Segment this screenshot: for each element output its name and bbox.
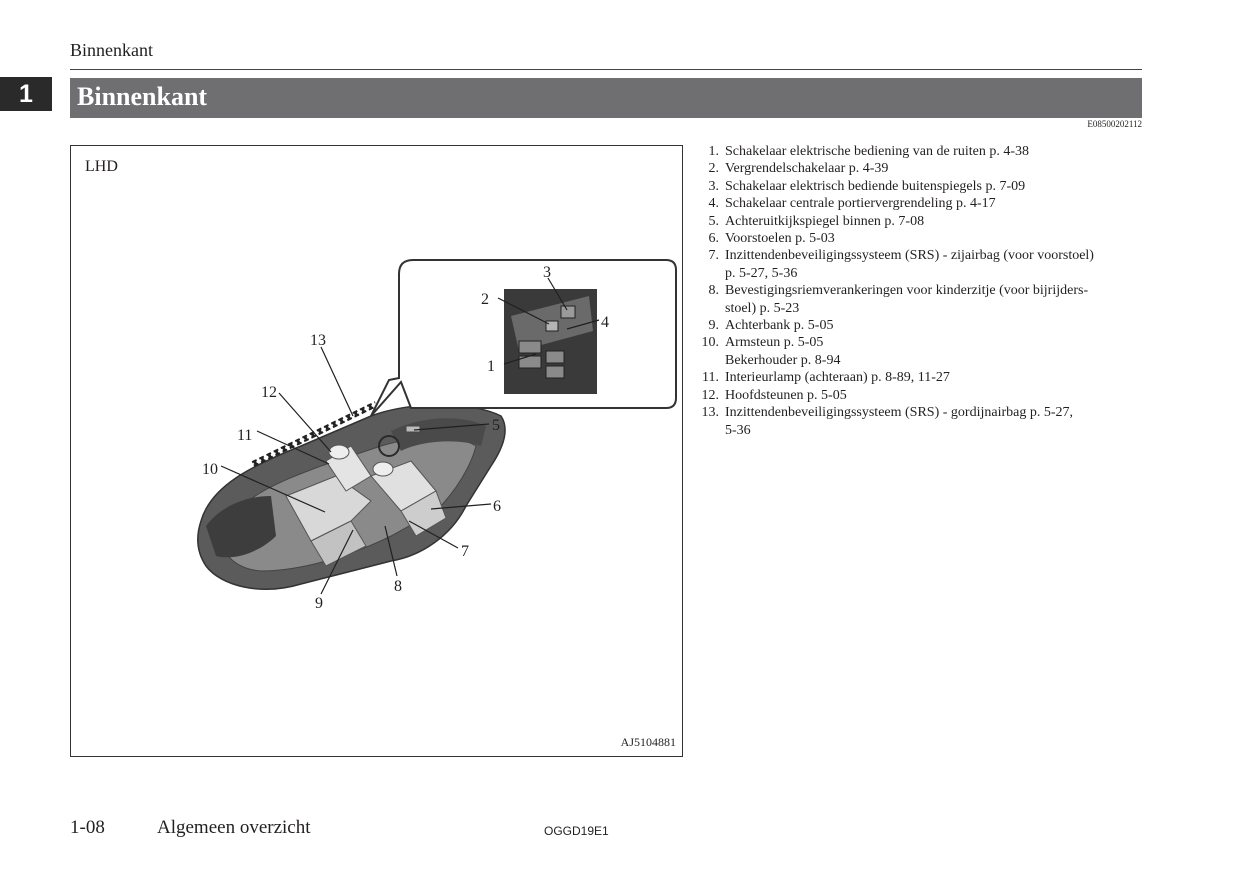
legend-text: Inzittendenbeveiligingssysteem (SRS) - gordijnairbag p. 5-27, (725, 405, 1073, 421)
callout-3: 3 (543, 264, 551, 281)
legend-number: 12. (701, 387, 719, 403)
footer-section-name: Algemeen overzicht (157, 817, 311, 838)
running-head: Binnenkant (70, 40, 153, 60)
legend-text: Voorstoelen p. 5-03 (725, 231, 835, 247)
callout-11: 11 (237, 427, 253, 444)
legend-text: Armsteun p. 5-05 (725, 335, 824, 351)
legend-text: Bevestigingsriemverankeringen voor kinderzitje (voor bijrijders- (725, 283, 1089, 299)
legend-item (697, 160, 1147, 177)
legend-text-continued: stoel) p. 5-23 (725, 300, 800, 316)
legend-item (697, 195, 1147, 212)
legend-text: Hoofdsteunen p. 5-05 (725, 387, 847, 403)
section-code: E08500202112 (1087, 119, 1142, 129)
legend-text: Schakelaar elektrische bediening van de ruiten p. 4-38 (725, 144, 1029, 159)
legend-text: Achteruitkijkspiegel binnen p. 7-08 (725, 213, 925, 229)
callout-5: 5 (492, 417, 500, 434)
page-number: 1-08 (70, 817, 105, 838)
car-interior-illustration (71, 146, 682, 756)
legend-item (697, 213, 1147, 230)
legend-text: Achterbank p. 5-05 (725, 318, 834, 334)
legend-number: 3. (708, 178, 719, 194)
figure-lhd-label: LHD (85, 158, 118, 175)
legend-text: Schakelaar elektrisch bediende buitenspiegels p. 7-09 (725, 178, 1026, 194)
legend-number: 13. (701, 405, 719, 421)
legend-number: 4. (708, 196, 719, 212)
legend-number: 6. (708, 231, 719, 247)
callout-9: 9 (315, 595, 323, 612)
callout-13: 13 (310, 332, 326, 349)
callout-7: 7 (461, 543, 469, 560)
legend-number: 1. (708, 144, 719, 159)
legend-text: Interieurlamp (achteraan) p. 8-89, 11-27 (725, 370, 950, 386)
component-legend (697, 143, 1147, 439)
legend-text: Inzittendenbeveiligingssysteem (SRS) - zijairbag (voor voorstoel) (725, 248, 1094, 264)
legend-text: Vergrendelschakelaar p. 4-39 (725, 161, 889, 177)
section-title: Binnenkant (77, 82, 208, 111)
legend-item (697, 282, 1147, 317)
callout-4: 4 (601, 314, 609, 331)
legend-item (697, 369, 1147, 386)
chapter-tab: 1 (0, 77, 52, 111)
callout-1: 1 (487, 358, 495, 375)
legend-number: 9. (708, 318, 719, 334)
legend-item (697, 143, 1147, 160)
legend-item (697, 387, 1147, 404)
section-title-bar (70, 78, 1142, 118)
legend-number: 7. (708, 248, 719, 264)
callout-10: 10 (202, 461, 218, 478)
legend-number: 2. (708, 161, 719, 177)
legend-text-continued: Bekerhouder p. 8-94 (725, 352, 841, 368)
callout-6: 6 (493, 498, 501, 515)
legend-item (697, 178, 1147, 195)
callout-8: 8 (394, 578, 402, 595)
callout-12: 12 (261, 384, 277, 401)
legend-text: Schakelaar centrale portiervergrendeling p. 4-17 (725, 196, 996, 212)
legend-item (697, 334, 1147, 369)
interior-figure (70, 145, 683, 757)
legend-number: 5. (708, 213, 719, 229)
legend-text-continued: p. 5-27, 5-36 (725, 265, 798, 281)
legend-item (697, 404, 1147, 439)
legend-number: 10. (701, 335, 719, 351)
legend-number: 8. (708, 283, 719, 299)
legend-item (697, 247, 1147, 282)
legend-item (697, 230, 1147, 247)
figure-code: AJ5104881 (620, 735, 676, 749)
document-code: OGGD19E1 (544, 824, 609, 838)
legend-text-continued: 5-36 (725, 422, 751, 438)
legend-item (697, 317, 1147, 334)
callout-2: 2 (481, 291, 489, 308)
header-rule (70, 69, 1142, 70)
legend-number: 11. (702, 370, 719, 386)
